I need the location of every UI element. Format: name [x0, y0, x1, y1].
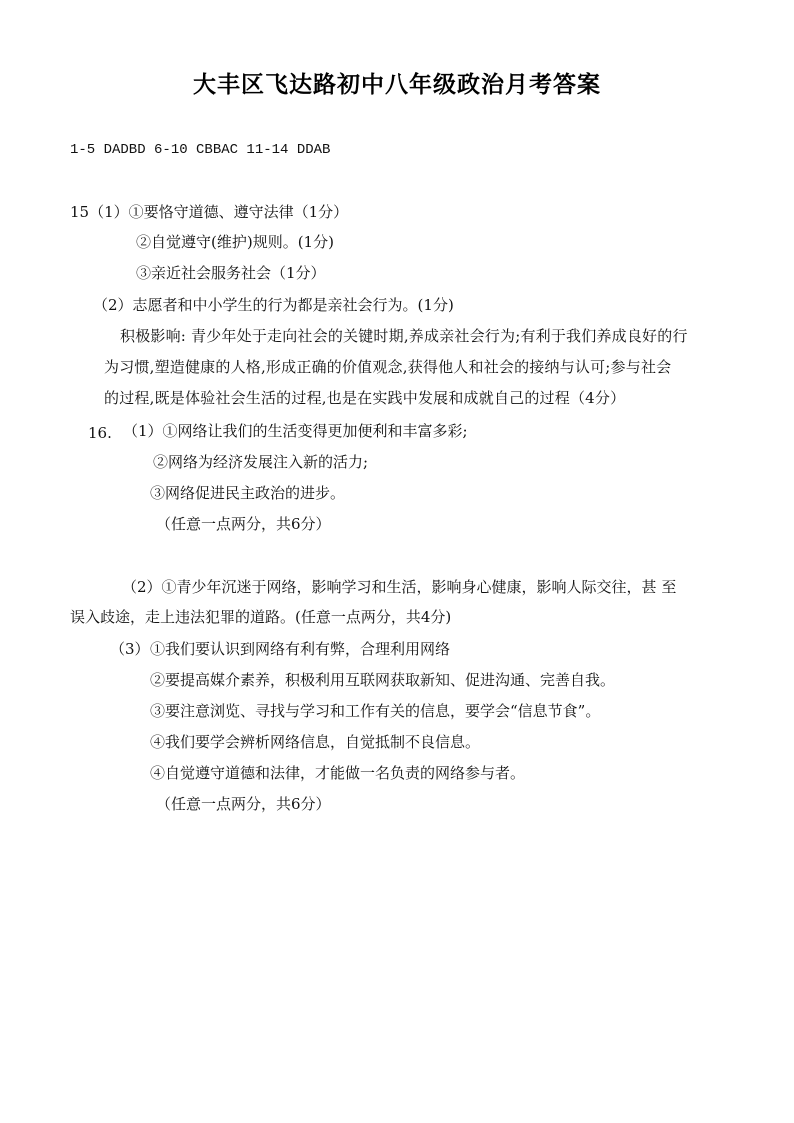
q16-part3-line4: ④我们要学会辨析网络信息，自觉抵制不良信息。 — [150, 733, 481, 751]
q16-part3-line1: ①我们要认识到网络有利有弊，合理利用网络 — [150, 640, 451, 658]
q16-part1-line2: ②网络为经济发展注入新的活力; — [153, 453, 369, 471]
q16-part2-line1: （2）①青少年沉迷于网络，影响学习和生活，影响身心健康，影响人际交往，甚 至 — [122, 578, 677, 596]
q16-part3-line5: ④自觉遵守道德和法律，才能做一名负责的网络参与者。 — [150, 764, 526, 782]
q16-part3-score: （任意一点两分，共6分） — [156, 795, 331, 813]
q16-part1-line1: （1）①网络让我们的生活变得更加便利和丰富多彩; — [123, 422, 468, 440]
q16-number: 16. — [88, 424, 112, 442]
choice-answers: 1-5 DADBD 6-10 CBBAC 11-14 DDAB — [70, 142, 331, 158]
q15-part1-line3: ③亲近社会服务社会（1分） — [136, 264, 326, 282]
q15-part1-line2: ②自觉遵守(维护)规则。(1分) — [136, 233, 334, 251]
q16-part1-score: （任意一点两分，共6分） — [156, 515, 331, 533]
page-title: 大丰区飞达路初中八年级政治月考答案 — [193, 72, 601, 98]
q16-part1-line3: ③网络促进民主政治的进步。 — [150, 484, 346, 502]
q15-part1-line1: 15（1）①要恪守道德、遵守法律（1分） — [70, 203, 349, 221]
q16-part3-line2: ②要提高媒介素养，积极利用互联网获取新知、促进沟通、完善自我。 — [150, 671, 616, 689]
q15-part2-line3: 为习惯,塑造健康的人格,形成正确的价值观念,获得他人和社会的接纳与认可;参与社会 — [104, 358, 672, 376]
q15-part2-line1: （2）志愿者和中小学生的行为都是亲社会行为。(1分) — [93, 296, 454, 314]
q16-part3-label: （3） — [110, 640, 150, 658]
q16-part2-line2: 误入歧途，走上违法犯罪的道路。(任意一点两分，共4分) — [70, 608, 452, 626]
q16-part3-line3: ③要注意浏览、寻找与学习和工作有关的信息，要学会“信息节食”。 — [150, 702, 601, 720]
q15-part2-line4: 的过程,既是体验社会生活的过程,也是在实践中发展和成就自己的过程（4分） — [104, 389, 626, 407]
q15-part2-line2: 积极影响: 青少年处于走向社会的关键时期,养成亲社会行为;有利于我们养成良好的行 — [120, 327, 688, 345]
